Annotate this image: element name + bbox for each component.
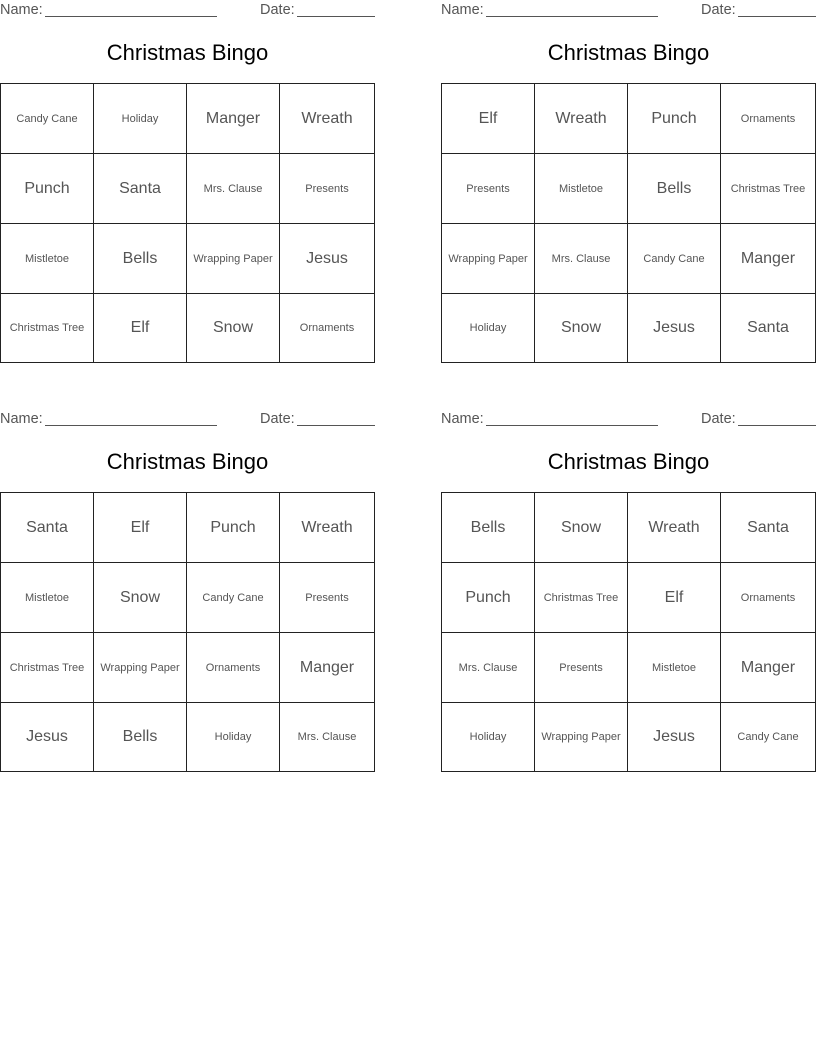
bingo-cell: Snow bbox=[535, 294, 628, 362]
bingo-cell: Christmas Tree bbox=[535, 563, 628, 633]
name-date-row bbox=[0, 2, 375, 20]
bingo-cell: Manger bbox=[280, 633, 374, 703]
card-title: Christmas Bingo bbox=[106, 449, 269, 474]
bingo-grid bbox=[0, 492, 375, 772]
name-date-row bbox=[441, 411, 816, 429]
bingo-cell: Mrs. Clause bbox=[442, 633, 535, 703]
bingo-cell: Jesus bbox=[628, 294, 721, 362]
bingo-cell: Holiday bbox=[187, 703, 280, 771]
date-blank-line bbox=[297, 425, 375, 426]
bingo-cell: Mistletoe bbox=[1, 563, 94, 633]
bingo-cell: Holiday bbox=[94, 84, 187, 154]
bingo-cell: Jesus bbox=[280, 224, 374, 294]
bingo-cell: Ornaments bbox=[187, 633, 280, 703]
bingo-cell: Manger bbox=[721, 224, 815, 294]
bingo-cell: Santa bbox=[721, 493, 815, 563]
bingo-cell: Elf bbox=[442, 84, 535, 154]
bingo-cell: Snow bbox=[535, 493, 628, 563]
card-title: Christmas Bingo bbox=[547, 449, 710, 474]
bingo-cell: Presents bbox=[535, 633, 628, 703]
bingo-cell: Snow bbox=[187, 294, 280, 362]
bingo-cell: Candy Cane bbox=[1, 84, 94, 154]
bingo-cell: Manger bbox=[187, 84, 280, 154]
bingo-card bbox=[441, 409, 816, 781]
bingo-cell: Wreath bbox=[280, 493, 374, 563]
bingo-cell: Jesus bbox=[628, 703, 721, 771]
bingo-cell: Wrapping Paper bbox=[94, 633, 187, 703]
bingo-cell: Wreath bbox=[535, 84, 628, 154]
name-blank-line bbox=[486, 16, 658, 17]
bingo-cell: Presents bbox=[442, 154, 535, 224]
date-label: Date: bbox=[701, 2, 736, 18]
bingo-cell: Bells bbox=[94, 703, 187, 771]
name-date-row bbox=[0, 411, 375, 429]
date-blank-line bbox=[738, 425, 816, 426]
card-title: Christmas Bingo bbox=[547, 40, 710, 65]
bingo-cell: Wrapping Paper bbox=[187, 224, 280, 294]
bingo-card bbox=[0, 409, 375, 781]
bingo-cell: Snow bbox=[94, 563, 187, 633]
bingo-cell: Wrapping Paper bbox=[442, 224, 535, 294]
bingo-cell: Jesus bbox=[1, 703, 94, 771]
bingo-cell: Mrs. Clause bbox=[535, 224, 628, 294]
bingo-cell: Holiday bbox=[442, 703, 535, 771]
bingo-cell: Holiday bbox=[442, 294, 535, 362]
bingo-cell: Santa bbox=[1, 493, 94, 563]
bingo-cell: Mistletoe bbox=[1, 224, 94, 294]
bingo-grid bbox=[441, 492, 816, 772]
bingo-cell: Mrs. Clause bbox=[187, 154, 280, 224]
bingo-cell: Punch bbox=[1, 154, 94, 224]
bingo-grid bbox=[0, 83, 375, 363]
bingo-cell: Bells bbox=[442, 493, 535, 563]
bingo-cell: Ornaments bbox=[721, 84, 815, 154]
bingo-cell: Christmas Tree bbox=[1, 294, 94, 362]
bingo-cell: Elf bbox=[628, 563, 721, 633]
bingo-cell: Candy Cane bbox=[628, 224, 721, 294]
bingo-cell: Bells bbox=[628, 154, 721, 224]
bingo-card bbox=[0, 0, 375, 372]
bingo-cell: Christmas Tree bbox=[1, 633, 94, 703]
bingo-cell: Elf bbox=[94, 493, 187, 563]
bingo-cell: Punch bbox=[187, 493, 280, 563]
bingo-cell: Ornaments bbox=[299, 322, 355, 334]
name-label: Name: bbox=[441, 2, 484, 18]
bingo-cell: Candy Cane bbox=[187, 563, 280, 633]
bingo-cell: Wrapping Paper bbox=[535, 703, 628, 771]
bingo-cell: Wreath bbox=[280, 84, 374, 154]
bingo-cell: Santa bbox=[94, 154, 187, 224]
bingo-cell: Ornaments bbox=[721, 563, 815, 633]
bingo-cell: Punch bbox=[628, 84, 721, 154]
bingo-cell: Mrs. Clause bbox=[297, 731, 357, 743]
bingo-cell: Elf bbox=[94, 294, 187, 362]
date-label: Date: bbox=[260, 411, 295, 427]
bingo-cell: Mistletoe bbox=[535, 154, 628, 224]
name-label: Name: bbox=[0, 2, 43, 18]
bingo-cell: Manger bbox=[721, 633, 815, 703]
bingo-cell: Punch bbox=[442, 563, 535, 633]
bingo-cell: Presents bbox=[280, 154, 374, 224]
name-blank-line bbox=[45, 425, 217, 426]
name-label: Name: bbox=[441, 411, 484, 427]
card-title: Christmas Bingo bbox=[106, 40, 269, 65]
bingo-cell: Mistletoe bbox=[628, 633, 721, 703]
date-label: Date: bbox=[701, 411, 736, 427]
bingo-cell: Christmas Tree bbox=[721, 154, 815, 224]
bingo-cell: Santa bbox=[747, 319, 789, 336]
bingo-grid bbox=[441, 83, 816, 363]
name-date-row bbox=[441, 2, 816, 20]
bingo-cell: Wreath bbox=[628, 493, 721, 563]
date-blank-line bbox=[738, 16, 816, 17]
bingo-cell: Bells bbox=[94, 224, 187, 294]
date-label: Date: bbox=[260, 2, 295, 18]
name-label: Name: bbox=[0, 411, 43, 427]
bingo-cell: Candy Cane bbox=[737, 731, 799, 743]
date-blank-line bbox=[297, 16, 375, 17]
name-blank-line bbox=[45, 16, 217, 17]
name-blank-line bbox=[486, 425, 658, 426]
bingo-card bbox=[441, 0, 816, 372]
bingo-cell: Presents bbox=[280, 563, 374, 633]
